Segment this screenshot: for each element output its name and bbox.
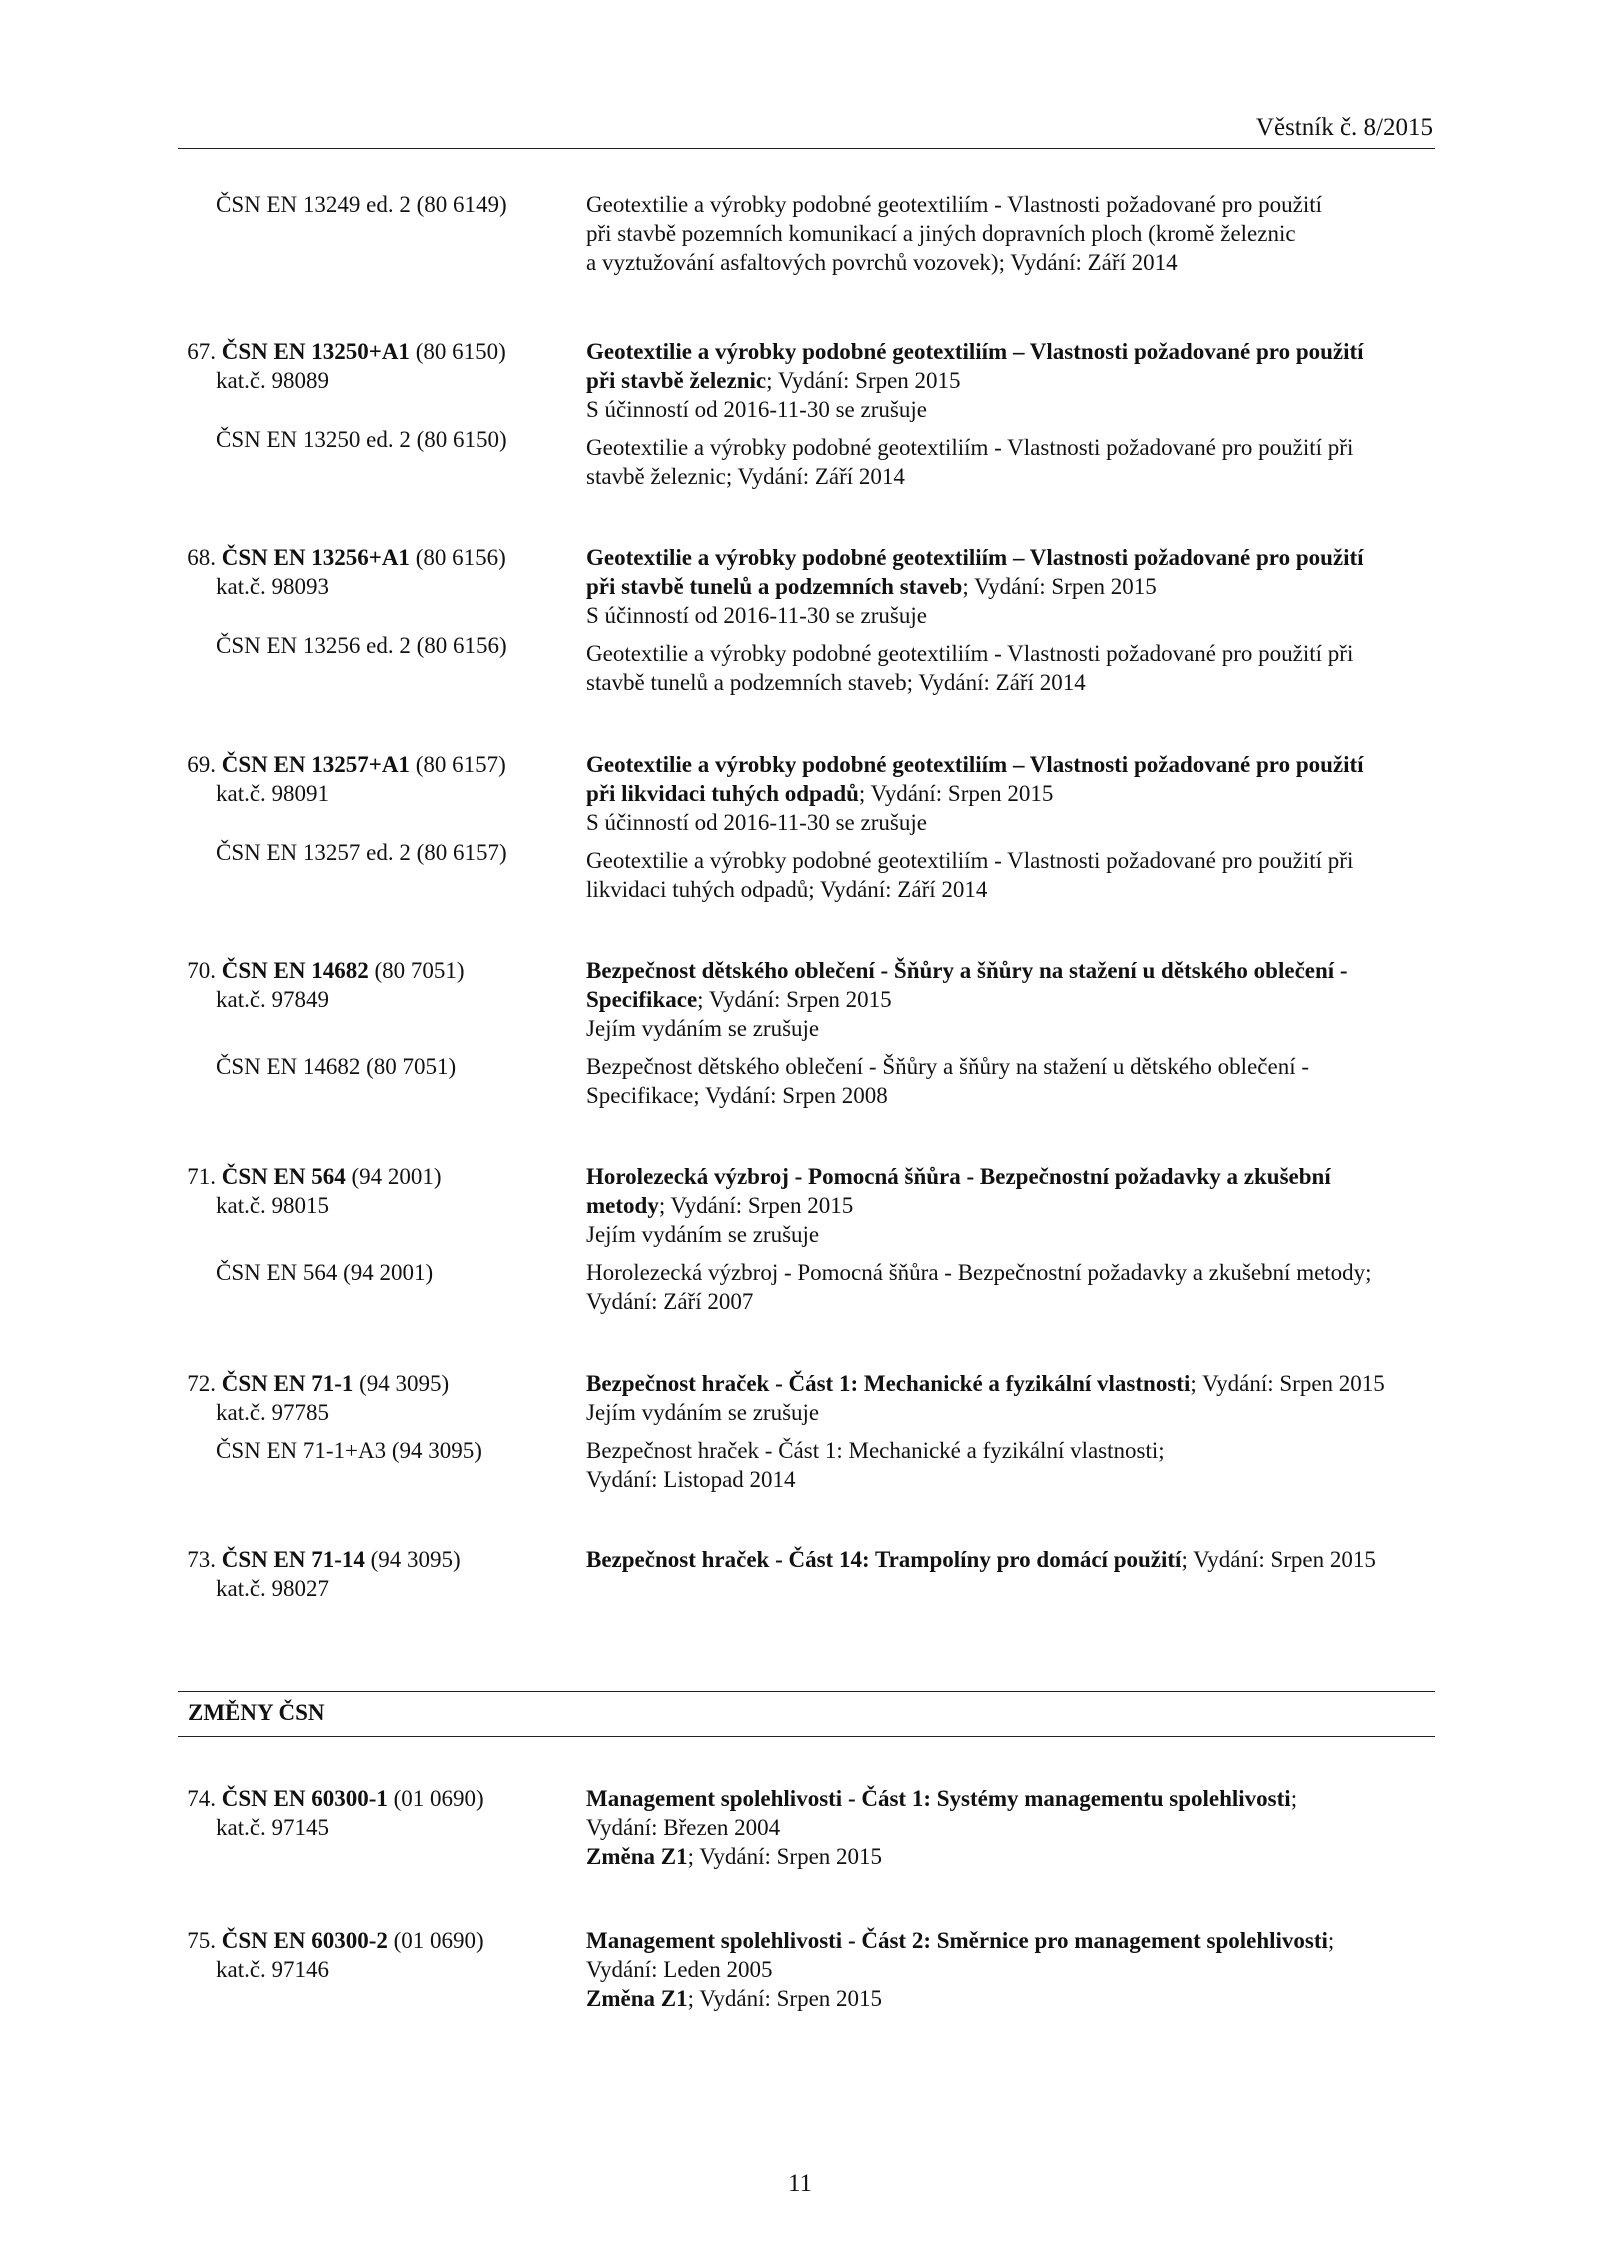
standard-title: Geotextilie a výrobky podobné geotextiliím – Vlastnosti požadované pro použití při stavbě tunelů a podzemních staveb [586,545,1364,599]
replaced-standard-description: Geotextilie a výrobky podobné geotextiliím - Vlastnosti požadované pro použití při stavbě tunelů a podzemních staveb; Vydání: Září 2014 [586,641,1354,695]
replaced-standard-code: ČSN EN 71-1+A3 (94 3095) [216,1438,482,1463]
catalog-number: kat.č. 97849 [216,987,330,1012]
classification: (80 6150) [415,339,506,364]
section-title: ZMĚNY ČSN [188,1700,325,1725]
withdrawal-note: Jejím vydáním se zrušuje [586,1400,820,1425]
page-number: 11 [787,2170,813,2197]
page-header-title: Věstník č. 8/2015 [1255,114,1433,141]
standard-title: Bezpečnost dětského oblečení - Šňůry a šňůry na stažení u dětského oblečení - Specifikace [586,958,1348,1012]
catalog-number: kat.č. 98093 [216,574,330,599]
replaced-standard-description: Horolezecká výzbroj - Pomocná šňůra - Bezpečnostní požadavky a zkušební metody; Vydání: Září 2007 [586,1260,1372,1314]
classification: (01 0690) [393,1928,484,1953]
entry-number: 68. [187,545,216,570]
replaced-standard-code: ČSN EN 14682 (80 7051) [216,1054,457,1079]
replaced-standard-description: Bezpečnost dětského oblečení - Šňůry a šňůry na stažení u dětského oblečení - Specifikace; Vydání: Srpen 2008 [586,1054,1309,1108]
issue-date: ; Vydání: Srpen 2015 [1190,1371,1385,1396]
change-issue-date: ; Vydání: Srpen 2015 [687,1986,883,2011]
section-header [178,1691,1435,1737]
withdrawal-note: S účinností od 2016-11-30 se zrušuje [586,397,927,422]
classification: (94 3095) [370,1547,461,1572]
page-header [178,108,1435,149]
standard-code: ČSN EN 13250+A1 [221,339,410,364]
standard-code: ČSN EN 60300-1 [221,1786,388,1811]
standard-code: ČSN EN 14682 [221,958,369,983]
classification: (80 6156) [415,545,506,570]
catalog-number: kat.č. 97146 [216,1957,330,1982]
replaced-standard-description: Geotextilie a výrobky podobné geotextiliím - Vlastnosti požadované pro použití při stavbě železnic; Vydání: Září 2014 [586,435,1354,489]
catalog-number: kat.č. 97145 [216,1815,330,1840]
issue-date: ; Vydání: Srpen 2015 [858,781,1054,806]
issue-date: ; Vydání: Srpen 2015 [962,574,1157,599]
classification: (80 6157) [415,752,506,777]
entry-number: 72. [187,1371,216,1396]
entry-number: 75. [187,1928,216,1953]
replaced-standard-code: ČSN EN 13250 ed. 2 (80 6150) [216,427,507,452]
entry-number: 71. [187,1164,216,1189]
withdrawal-note: Jejím vydáním se zrušuje [586,1222,820,1247]
issue-date: ; Vydání: Srpen 2015 [1181,1547,1376,1572]
entry-number: 67. [187,339,216,364]
classification: (94 2001) [351,1164,442,1189]
title-tail: ; [1327,1928,1335,1953]
issue-date: Vydání: Leden 2005 [586,1957,773,1982]
classification: (80 7051) [374,958,465,983]
standard-code: ČSN EN 71-14 [221,1547,365,1572]
title-tail: ; [1290,1786,1298,1811]
entry-number: 70. [187,958,216,983]
change-label: Změna Z1 [586,1986,688,2011]
standard-title: Bezpečnost hraček - Část 1: Mechanické a fyzikální vlastnosti [586,1371,1191,1396]
standard-code: ČSN EN 13256+A1 [221,545,410,570]
replaced-standard-code: ČSN EN 13257 ed. 2 (80 6157) [216,840,507,865]
entry-number: 73. [187,1547,216,1572]
standard-code: ČSN EN 13257+A1 [221,752,410,777]
withdrawal-note: S účinností od 2016-11-30 se zrušuje [586,603,927,628]
replaced-standard-description: Bezpečnost hraček - Část 1: Mechanické a fyzikální vlastnosti; Vydání: Listopad 2014 [586,1438,1165,1492]
replaced-standard-code: ČSN EN 564 (94 2001) [216,1260,434,1285]
entry-number: 74. [187,1786,216,1811]
withdrawal-note: S účinností od 2016-11-30 se zrušuje [586,810,927,835]
replaced-standard-description: Geotextilie a výrobky podobné geotextiliím - Vlastnosti požadované pro použití při stavbě pozemních komunikací a jiných dopravních ploch (kromě železnic a vyztužování asfaltových povrchů vozovek); Vydání: Září 2014 [586,192,1323,275]
standard-title: Management spolehlivosti - Část 1: Systémy managementu spolehlivosti [586,1786,1291,1811]
issue-date: ; Vydání: Srpen 2015 [697,987,892,1012]
classification: (01 0690) [393,1786,484,1811]
standard-title: Geotextilie a výrobky podobné geotextiliím – Vlastnosti požadované pro použití při stavbě železnic [586,339,1364,393]
standard-title: Geotextilie a výrobky podobné geotextiliím – Vlastnosti požadované pro použití při likvidaci tuhých odpadů [586,752,1364,806]
change-label: Změna Z1 [586,1844,688,1869]
standard-code: ČSN EN 60300-2 [221,1928,388,1953]
catalog-number: kat.č. 98089 [216,368,330,393]
standard-title: Horolezecká výzbroj - Pomocná šňůra - Bezpečnostní požadavky a zkušební metody [586,1164,1331,1218]
entry-number: 69. [187,752,216,777]
catalog-number: kat.č. 98027 [216,1576,330,1601]
withdrawal-note: Jejím vydáním se zrušuje [586,1016,820,1041]
catalog-number: kat.č. 98015 [216,1193,330,1218]
issue-date: Vydání: Březen 2004 [586,1815,781,1840]
standard-code: ČSN EN 564 [221,1164,346,1189]
replaced-standard-description: Geotextilie a výrobky podobné geotextiliím - Vlastnosti požadované pro použití při likvidaci tuhých odpadů; Vydání: Září 2014 [586,848,1354,902]
catalog-number: kat.č. 97785 [216,1400,330,1425]
replaced-standard-code: ČSN EN 13256 ed. 2 (80 6156) [216,633,507,658]
issue-date: ; Vydání: Srpen 2015 [766,368,961,393]
standard-title: Bezpečnost hraček - Část 14: Trampolíny pro domácí použití [586,1547,1182,1572]
issue-date: ; Vydání: Srpen 2015 [658,1193,854,1218]
standard-title: Management spolehlivosti - Část 2: Směrnice pro management spolehlivosti [586,1928,1328,1953]
change-issue-date: ; Vydání: Srpen 2015 [687,1844,883,1869]
catalog-number: kat.č. 98091 [216,781,330,806]
standard-code: ČSN EN 71-1 [221,1371,354,1396]
replaced-standard-code: ČSN EN 13249 ed. 2 (80 6149) [216,192,507,217]
classification: (94 3095) [359,1371,450,1396]
